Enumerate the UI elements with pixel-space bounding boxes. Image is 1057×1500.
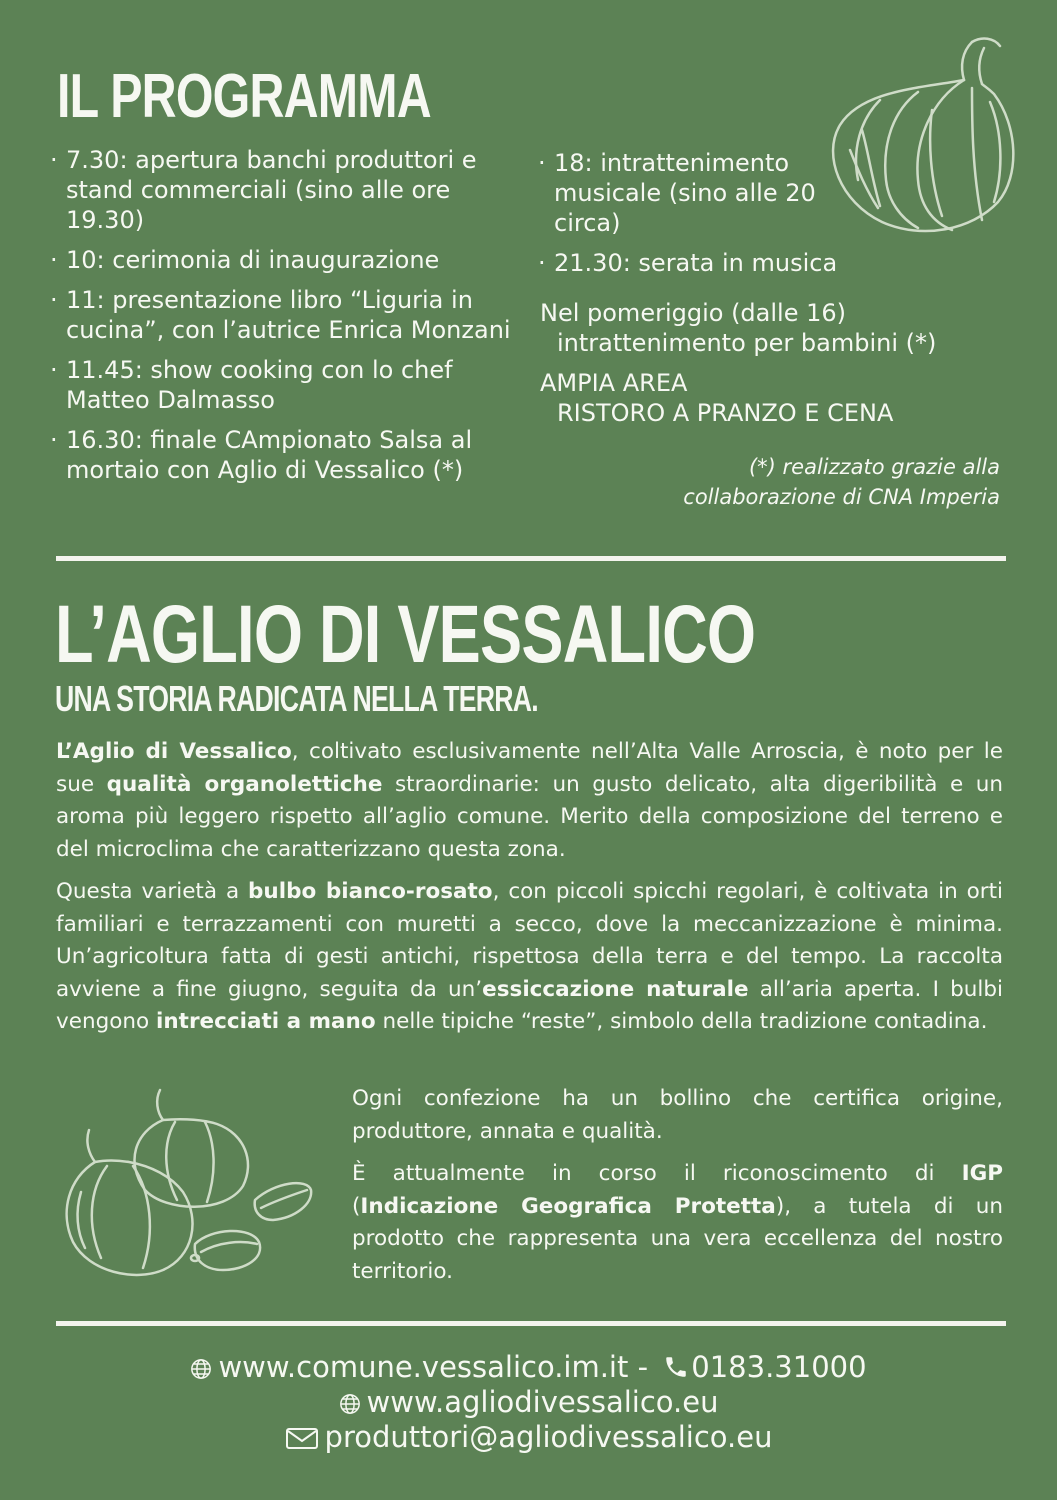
email-link[interactable]: produttori@agliodivessalico.eu <box>324 1420 773 1454</box>
contact-line-2 <box>0 1384 1057 1420</box>
divider <box>56 1321 1006 1326</box>
aglio-title: L’AGLIO DI VESSALICO <box>55 589 756 680</box>
text: , con piccoli spicchi regolari, è coltivata in orti familiari e terrazzamenti con muretti a secco, dove la meccanizzazione è minima. Un’agricoltura fatta di gesti antichi, rispettosa della terra e del tempo. La raccolta avviene a fine giugno, seguita da un’ <box>56 879 1003 1002</box>
contact-line-1 <box>0 1349 1057 1385</box>
bold-text: bulbo bianco-rosato <box>248 879 493 904</box>
bold-text: L’Aglio di Vessalico <box>56 739 292 764</box>
bold-text: essiccazione naturale <box>482 976 749 1002</box>
aglio-subtitle: UNA STORIA RADICATA NELLA TERRA. <box>55 678 538 719</box>
garlic-icon <box>55 1082 325 1287</box>
bold-text: IGP <box>961 1161 1003 1186</box>
website-link[interactable]: www.agliodivessalico.eu <box>366 1385 719 1419</box>
paragraph-igp <box>352 1158 1003 1288</box>
phone-link[interactable]: 0183.31000 <box>691 1350 867 1384</box>
phone-icon <box>663 1354 689 1380</box>
program-list-left <box>50 145 520 495</box>
afternoon-line2: intrattenimento per bambini (*) <box>557 329 937 357</box>
text: Questa varietà a <box>56 879 249 904</box>
program-item: · 18: intrattenimento musicale (sino alle 20 circa) <box>538 148 838 238</box>
program-item: · 11: presentazione libro “Liguria in cucina”, con l’autrice Enrica Monzani <box>50 285 520 345</box>
program-item: · 21.30: serata in musica <box>538 248 838 278</box>
text: ), a tutela di un prodotto che rappresenta una vera eccellenza del nostro territorio. <box>352 1193 1003 1284</box>
garlic-icon <box>822 30 1022 245</box>
area-line2: RISTORO A PRANZO E CENA <box>557 399 894 427</box>
program-item: · 7.30: apertura banchi produttori e stand commerciali (sino alle ore 19.30) <box>50 145 520 235</box>
divider <box>56 556 1006 561</box>
afternoon-line1: Nel pomeriggio (dalle 16) <box>540 299 846 327</box>
program-list-right <box>538 148 838 288</box>
program-item: · 11.45: show cooking con lo chef Matteo Dalmasso <box>50 355 520 415</box>
bold-text: Indicazione Geografica Protetta <box>360 1193 776 1219</box>
text: , coltivato esclusivamente nell’Alta Valle Arroscia, è noto per le sue <box>56 739 1003 797</box>
text: nelle tipiche “reste”, simbolo della tradizione contadina. <box>375 1009 988 1034</box>
contact-line-3 <box>0 1419 1057 1455</box>
globe-icon <box>190 1358 212 1380</box>
website-link[interactable]: www.comune.vessalico.im.it - <box>218 1350 649 1384</box>
text: ( <box>352 1193 361 1219</box>
program-item: · 16.30: finale CAmpionato Salsa al mortaio con Aglio di Vessalico (*) <box>50 425 520 485</box>
food-area-info <box>540 368 1000 428</box>
paragraph-label: Ogni confezione ha un bollino che certifica origine, produttore, annata e qualità. <box>352 1086 1003 1144</box>
paragraph-intro <box>56 736 1003 866</box>
globe-icon <box>339 1393 361 1415</box>
bold-text: intrecciati a mano <box>156 1009 376 1034</box>
paragraph-variety <box>56 876 1003 1039</box>
footnote: (*) realizzato grazie alla collaborazione di CNA Imperia <box>683 455 1000 509</box>
text: È attualmente in corso il riconoscimento di <box>352 1161 962 1186</box>
program-item: · 10: cerimonia di inaugurazione <box>50 245 520 275</box>
text: all’aria aperta. I bulbi vengono <box>56 976 1003 1034</box>
envelope-icon <box>285 1426 319 1450</box>
area-line1: AMPIA AREA <box>540 369 688 397</box>
text: straordinarie: un gusto delicato, alta digeribilità e un aroma più leggero rispetto all’aglio comune. Merito della composizione del terreno e del microclima che caratterizzano questa zona. <box>56 771 1004 862</box>
bold-text: qualità organolettiche <box>106 771 383 797</box>
afternoon-info <box>540 298 1000 358</box>
programma-title: IL PROGRAMMA <box>57 62 431 131</box>
